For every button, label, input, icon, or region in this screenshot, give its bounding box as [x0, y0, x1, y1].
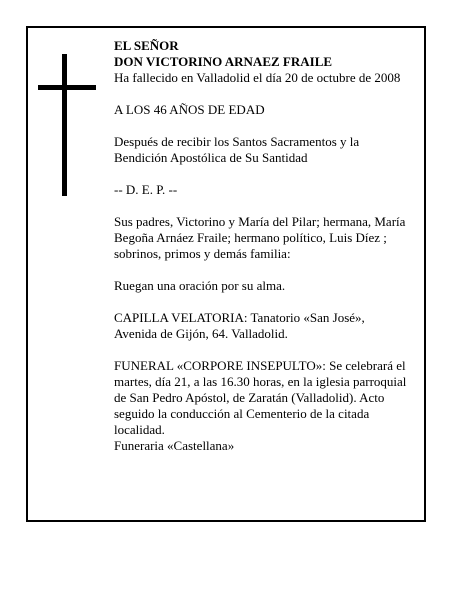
sacraments-block	[114, 134, 426, 166]
chapel-block	[114, 310, 426, 342]
sacraments-line-2: Bendición Apostólica de Su Santidad	[114, 150, 308, 165]
title-line-1: EL SEÑOR	[114, 38, 179, 53]
rip-line: -- D. E. P. --	[114, 182, 178, 197]
funeral-line-5: localidad.	[114, 422, 165, 437]
family-line-1: Sus padres, Victorino y María del Pilar; hermana, María	[114, 214, 406, 229]
family-line-3: sobrinos, primos y demás familia:	[114, 246, 291, 261]
cross-icon	[62, 54, 67, 196]
funeral-line-4: seguido la conducción al Cementerio de la citada	[114, 406, 370, 421]
prayer-line: Ruegan una oración por su alma.	[114, 278, 286, 293]
death-date-line: Ha fallecido en Valladolid el día 20 de octubre de 2008	[114, 70, 401, 85]
chapel-line-2: Avenida de Gijón, 64. Valladolid.	[114, 326, 288, 341]
family-line-2: Begoña Arnáez Fraile; hermano político, Luis Díez ;	[114, 230, 387, 245]
funeral-block	[114, 358, 426, 454]
funeral-home: Funeraria «Castellana»	[114, 438, 235, 453]
chapel-line-1: CAPILLA VELATORIA: Tanatorio «San José»,	[114, 310, 365, 325]
funeral-line-1: FUNERAL «CORPORE INSEPULTO»: Se celebrará el	[114, 358, 406, 373]
funeral-line-3: de San Pedro Apóstol, de Zaratán (Valladolid). Acto	[114, 390, 385, 405]
obituary-text	[114, 38, 426, 454]
family-block	[114, 214, 426, 262]
age-line: A LOS 46 AÑOS DE EDAD	[114, 102, 265, 117]
funeral-line-2: martes, día 21, a las 16.30 horas, en la iglesia parroquial	[114, 374, 407, 389]
header-block	[114, 38, 426, 86]
cross-icon-arm	[38, 85, 96, 90]
sacraments-line-1: Después de recibir los Santos Sacramentos y la	[114, 134, 360, 149]
deceased-name: DON VICTORINO ARNAEZ FRAILE	[114, 54, 333, 69]
